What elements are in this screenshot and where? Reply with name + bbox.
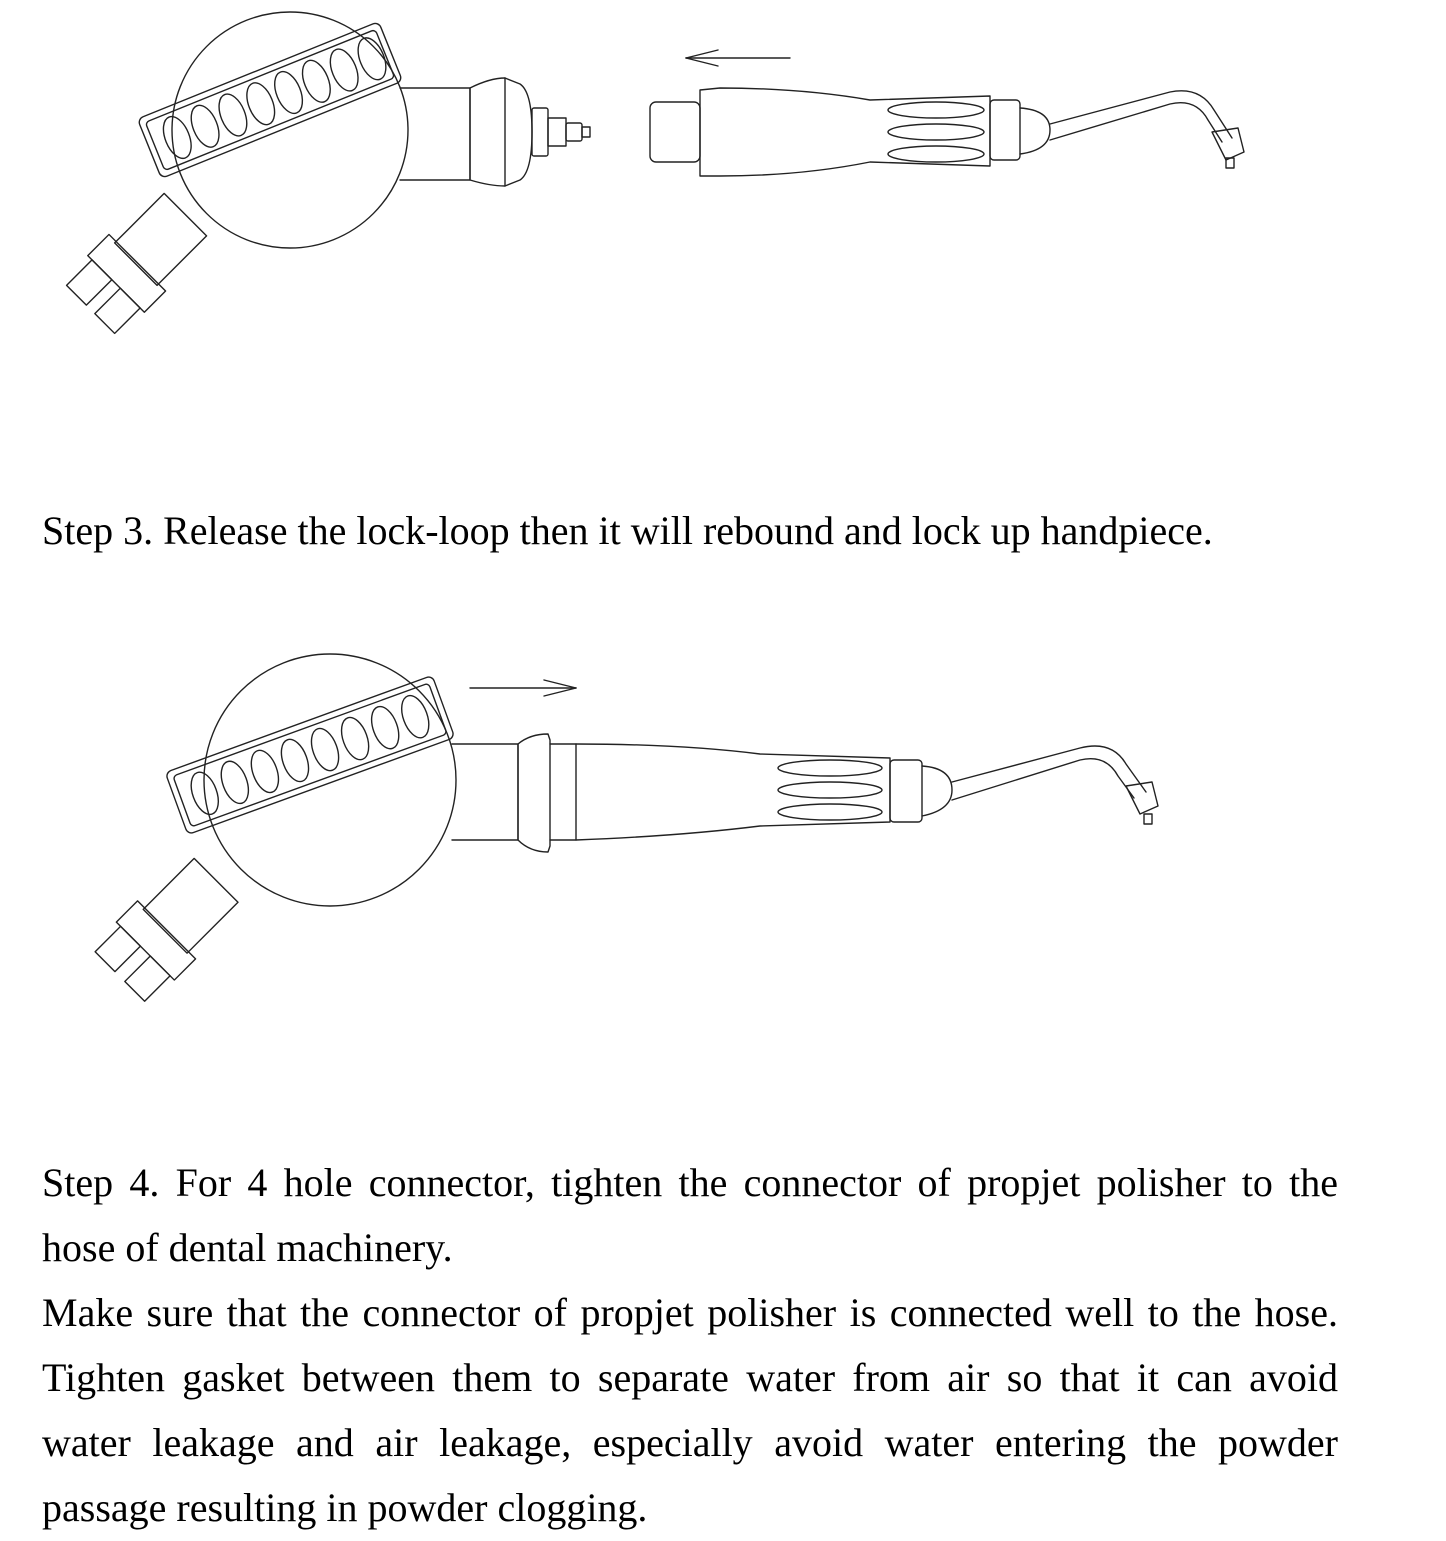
lock-loop-ridges xyxy=(186,692,434,818)
step-4-paragraph-1: Step 4. For 4 hole connector, tighten the connector of propjet polisher to the hose of dental machinery. xyxy=(42,1160,1338,1270)
handpiece-attached-illustration xyxy=(0,640,1446,1040)
polisher-body-circle xyxy=(172,12,408,248)
handpiece-detached-drawing xyxy=(0,0,1446,360)
polisher-body-circle xyxy=(204,654,456,906)
coupling-nut xyxy=(470,78,532,186)
four-hole-connector xyxy=(91,851,245,1005)
polisher-neck xyxy=(400,88,470,180)
handpiece-detached xyxy=(650,88,1244,176)
handpiece-detached-illustration xyxy=(0,0,1446,360)
step-4-paragraph-2: Make sure that the connector of propjet polisher is connected well to the hose. Tighten gasket between them to separate water from air so that it can avoid water leakage and air leakage, especially avoid water entering the powder passage resulting in powder clogging. xyxy=(42,1290,1338,1530)
lock-loop-band xyxy=(165,675,454,834)
handpiece-attached xyxy=(452,734,1158,852)
arrow-left-icon xyxy=(686,50,790,66)
lock-loop-ridges xyxy=(158,34,391,162)
step-4-instruction xyxy=(42,1150,1338,1540)
step-3-instruction: Step 3. Release the lock-loop then it will rebound and lock up handpiece. xyxy=(42,508,1213,553)
lock-loop-band xyxy=(137,22,402,179)
four-hole-connector xyxy=(62,186,213,337)
arrow-right-icon xyxy=(470,680,576,696)
handpiece-attached-drawing xyxy=(0,640,1446,1040)
coupling-pin-block xyxy=(532,108,548,156)
